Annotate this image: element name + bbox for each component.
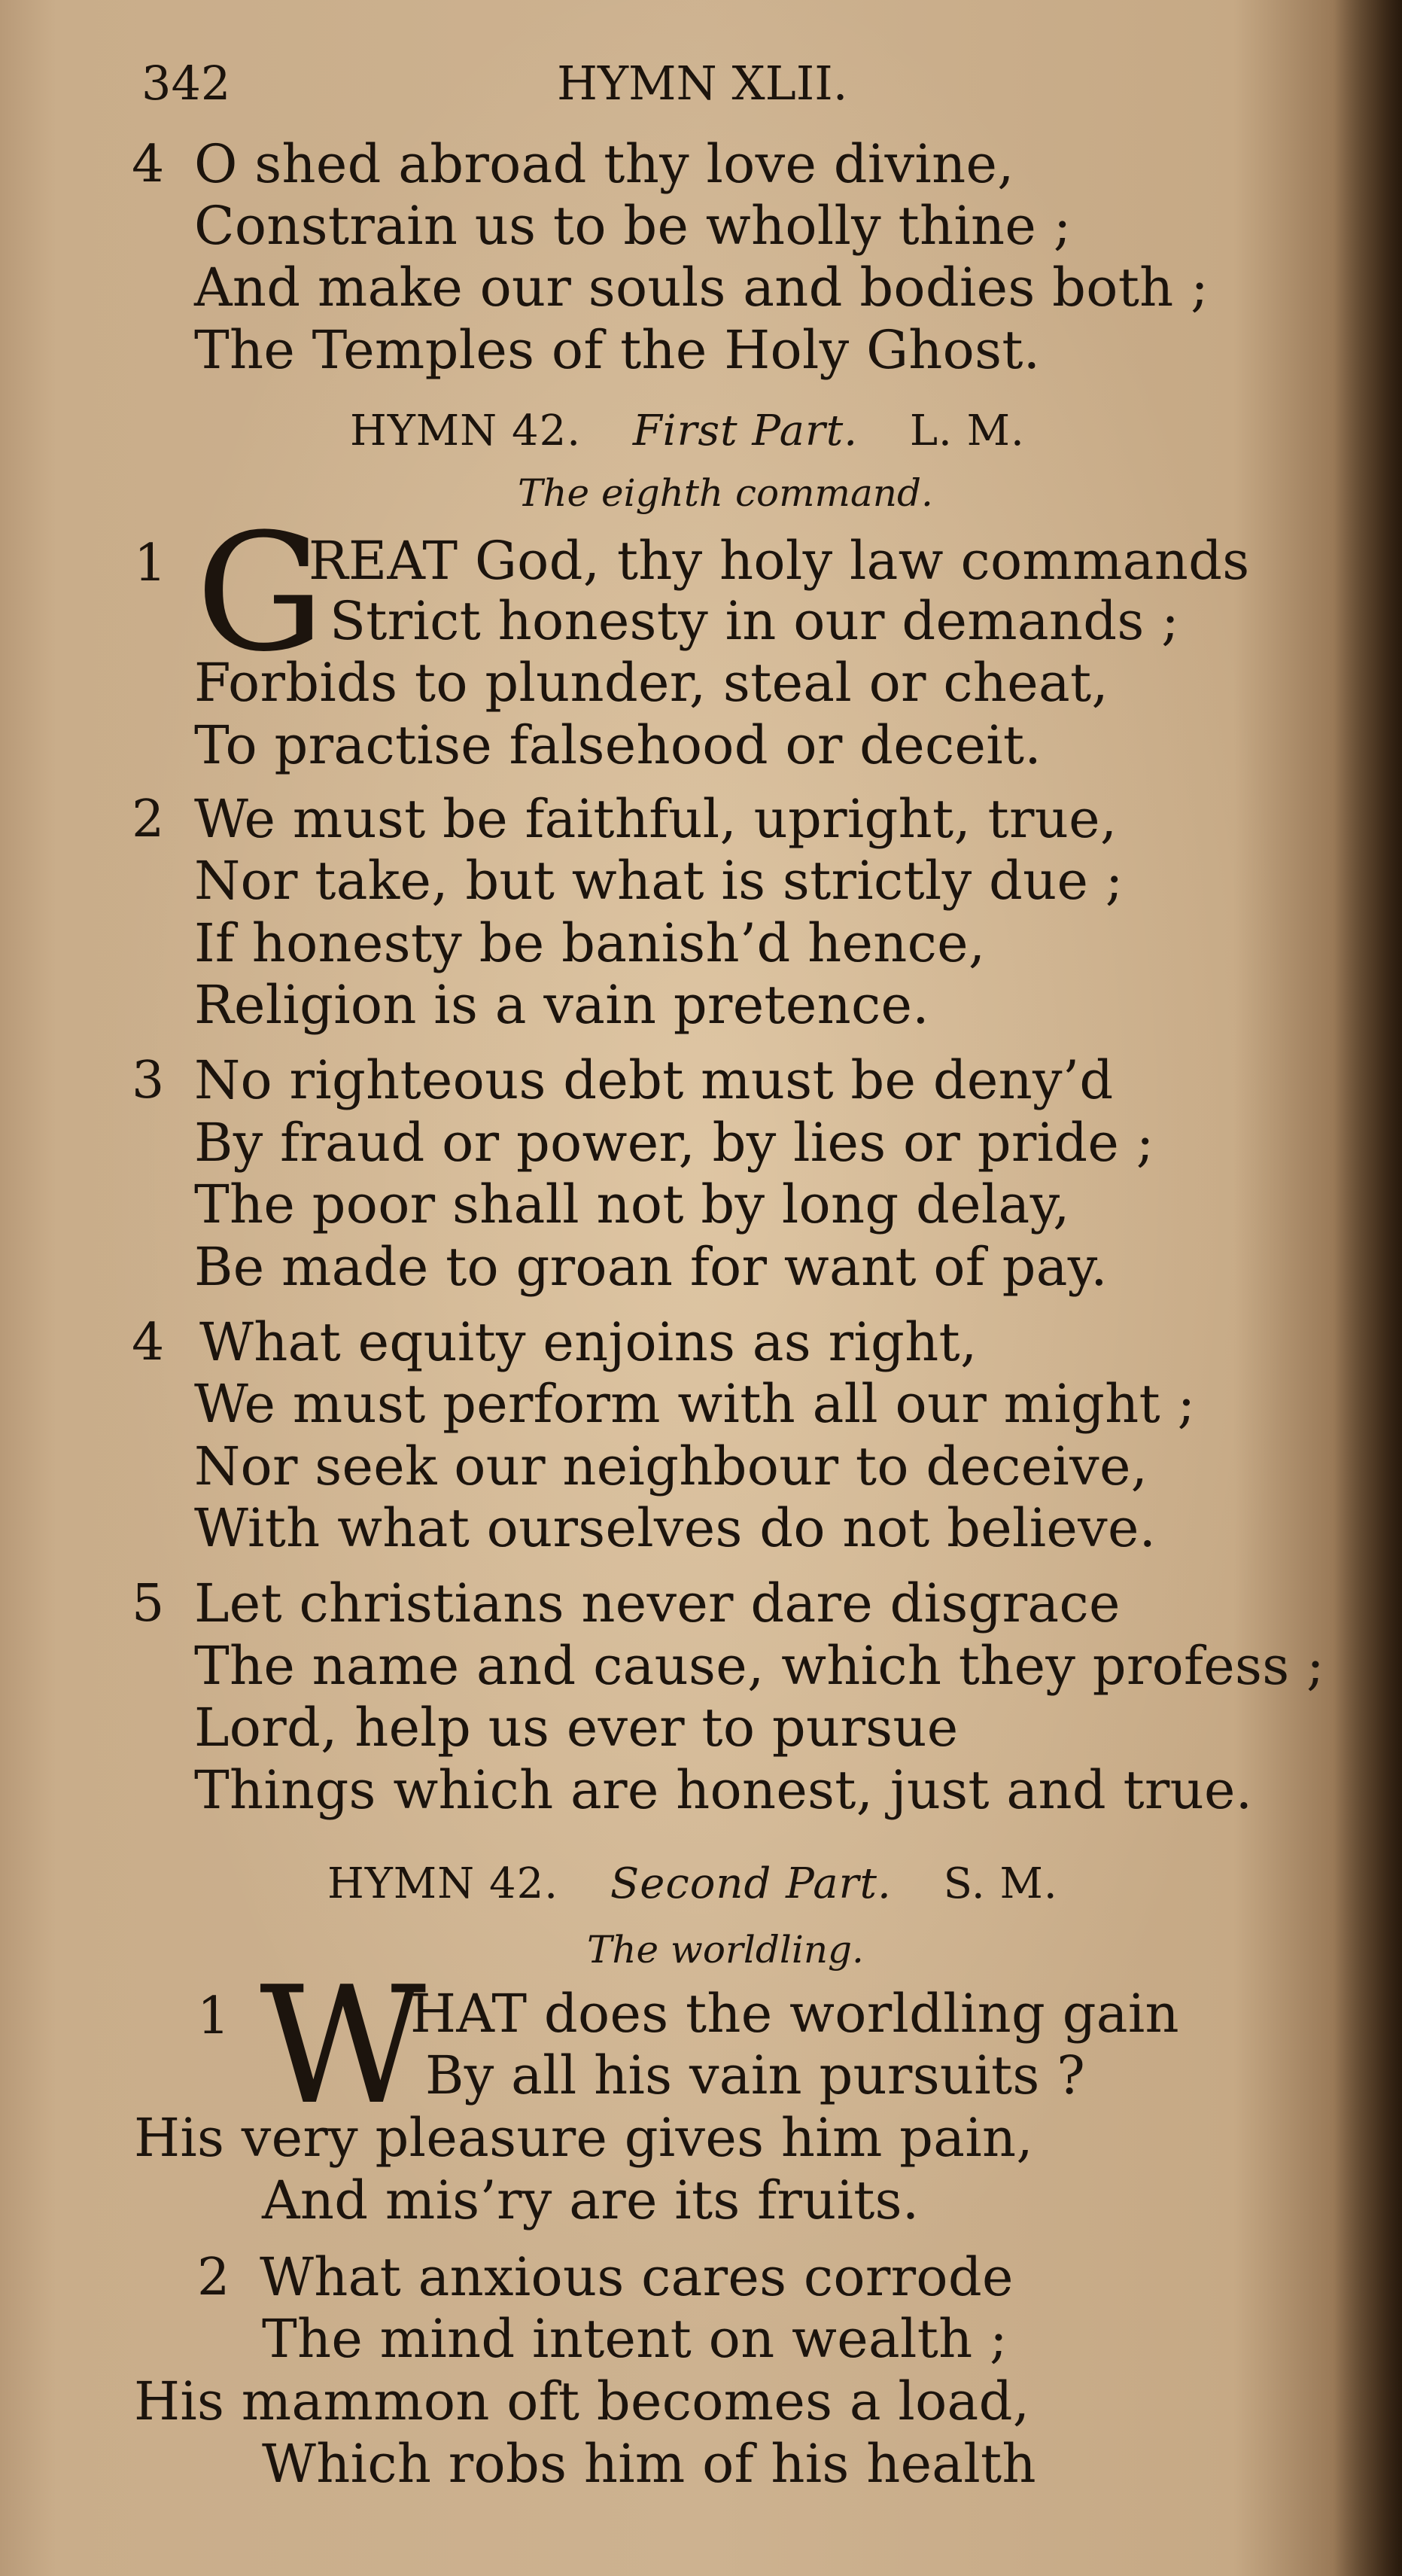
verse-line: Lord, help us ever to pursue <box>194 1697 959 1758</box>
page-edge-shadow <box>1334 0 1402 2576</box>
verse-line: Nor seek our neighbour to deceive, <box>194 1436 1148 1497</box>
verse-line: What anxious cares corrode <box>260 2246 1014 2308</box>
verse-number: 4 <box>132 135 165 194</box>
verse-line: Strict honesty in our demands ; <box>330 590 1180 652</box>
hymn-meter: L. M. <box>909 406 1025 455</box>
verse-number: 2 <box>132 790 165 849</box>
verse-line: By all his vain pursuits ? <box>425 2045 1086 2106</box>
verse-line: His very pleasure gives him pain, <box>134 2107 1033 2169</box>
verse-line: Which robs him of his health <box>262 2433 1036 2495</box>
hymn-subtitle: The eighth command. <box>518 471 933 515</box>
hymn-part: Second Part. <box>610 1859 892 1908</box>
hymn-heading <box>327 1859 1058 1908</box>
verse-number: 4 <box>132 1313 165 1372</box>
verse-line: His mammon oft becomes a load, <box>134 2370 1030 2432</box>
drop-cap: W <box>260 1951 426 2140</box>
drop-cap: G <box>196 498 325 687</box>
verse-line: The Temples of the Holy Ghost. <box>194 319 1041 381</box>
verse-line: To practise falsehood or deceit. <box>194 714 1042 776</box>
verse-line: REAT God, thy holy law commands <box>309 530 1250 592</box>
verse-number: 2 <box>197 2248 230 2307</box>
hymn-part: First Part. <box>632 406 859 455</box>
verse-number: 3 <box>132 1051 165 1110</box>
verse-line: With what ourselves do not believe. <box>194 1497 1157 1559</box>
page-number: 342 <box>141 56 231 111</box>
verse-line: We must perform with all our might ; <box>194 1373 1196 1435</box>
verse-line: Religion is a vain pretence. <box>194 974 929 1036</box>
verse-line: HAT does the worldling gain <box>410 1983 1179 2045</box>
hymn-meter: S. M. <box>943 1859 1058 1908</box>
verse-line: Constrain us to be wholly thine ; <box>194 195 1072 257</box>
verse-line: The name and cause, which they profess ; <box>194 1635 1324 1697</box>
hymn-number: HYMN 42. <box>350 406 582 455</box>
verse-number: 5 <box>132 1574 165 1634</box>
verse-line: If honesty be banish’d hence, <box>194 912 986 974</box>
hymn-subtitle: The worldling. <box>587 1928 864 1972</box>
verse-line: No righteous debt must be deny’d <box>194 1049 1114 1111</box>
verse-line: What equity enjoins as right, <box>199 1311 978 1373</box>
verse-line: By fraud or power, by lies or pride ; <box>194 1112 1154 1174</box>
verse-line: Be made to groan for want of pay. <box>194 1236 1108 1298</box>
hymn-heading <box>350 406 1025 455</box>
verse-line: And make our souls and bodies both ; <box>194 257 1209 318</box>
verse-line: Forbids to plunder, steal or cheat, <box>194 652 1109 714</box>
verse-line: The poor shall not by long delay, <box>194 1174 1070 1235</box>
verse-line: Let christians never dare disgrace <box>194 1573 1121 1634</box>
hymn-number: HYMN 42. <box>327 1859 559 1908</box>
verse-line: And mis’ry are its fruits. <box>262 2170 920 2231</box>
verse-line: We must be faithful, upright, true, <box>194 788 1118 850</box>
verse-line: Things which are honest, just and true. <box>194 1759 1253 1821</box>
verse-line: O shed abroad thy love divine, <box>194 133 1014 195</box>
running-title: HYMN XLII. <box>557 56 848 111</box>
verse-line: The mind intent on wealth ; <box>262 2308 1008 2370</box>
verse-number: 1 <box>134 534 167 593</box>
verse-number: 1 <box>197 1987 230 2046</box>
verse-line: Nor take, but what is strictly due ; <box>194 850 1124 912</box>
